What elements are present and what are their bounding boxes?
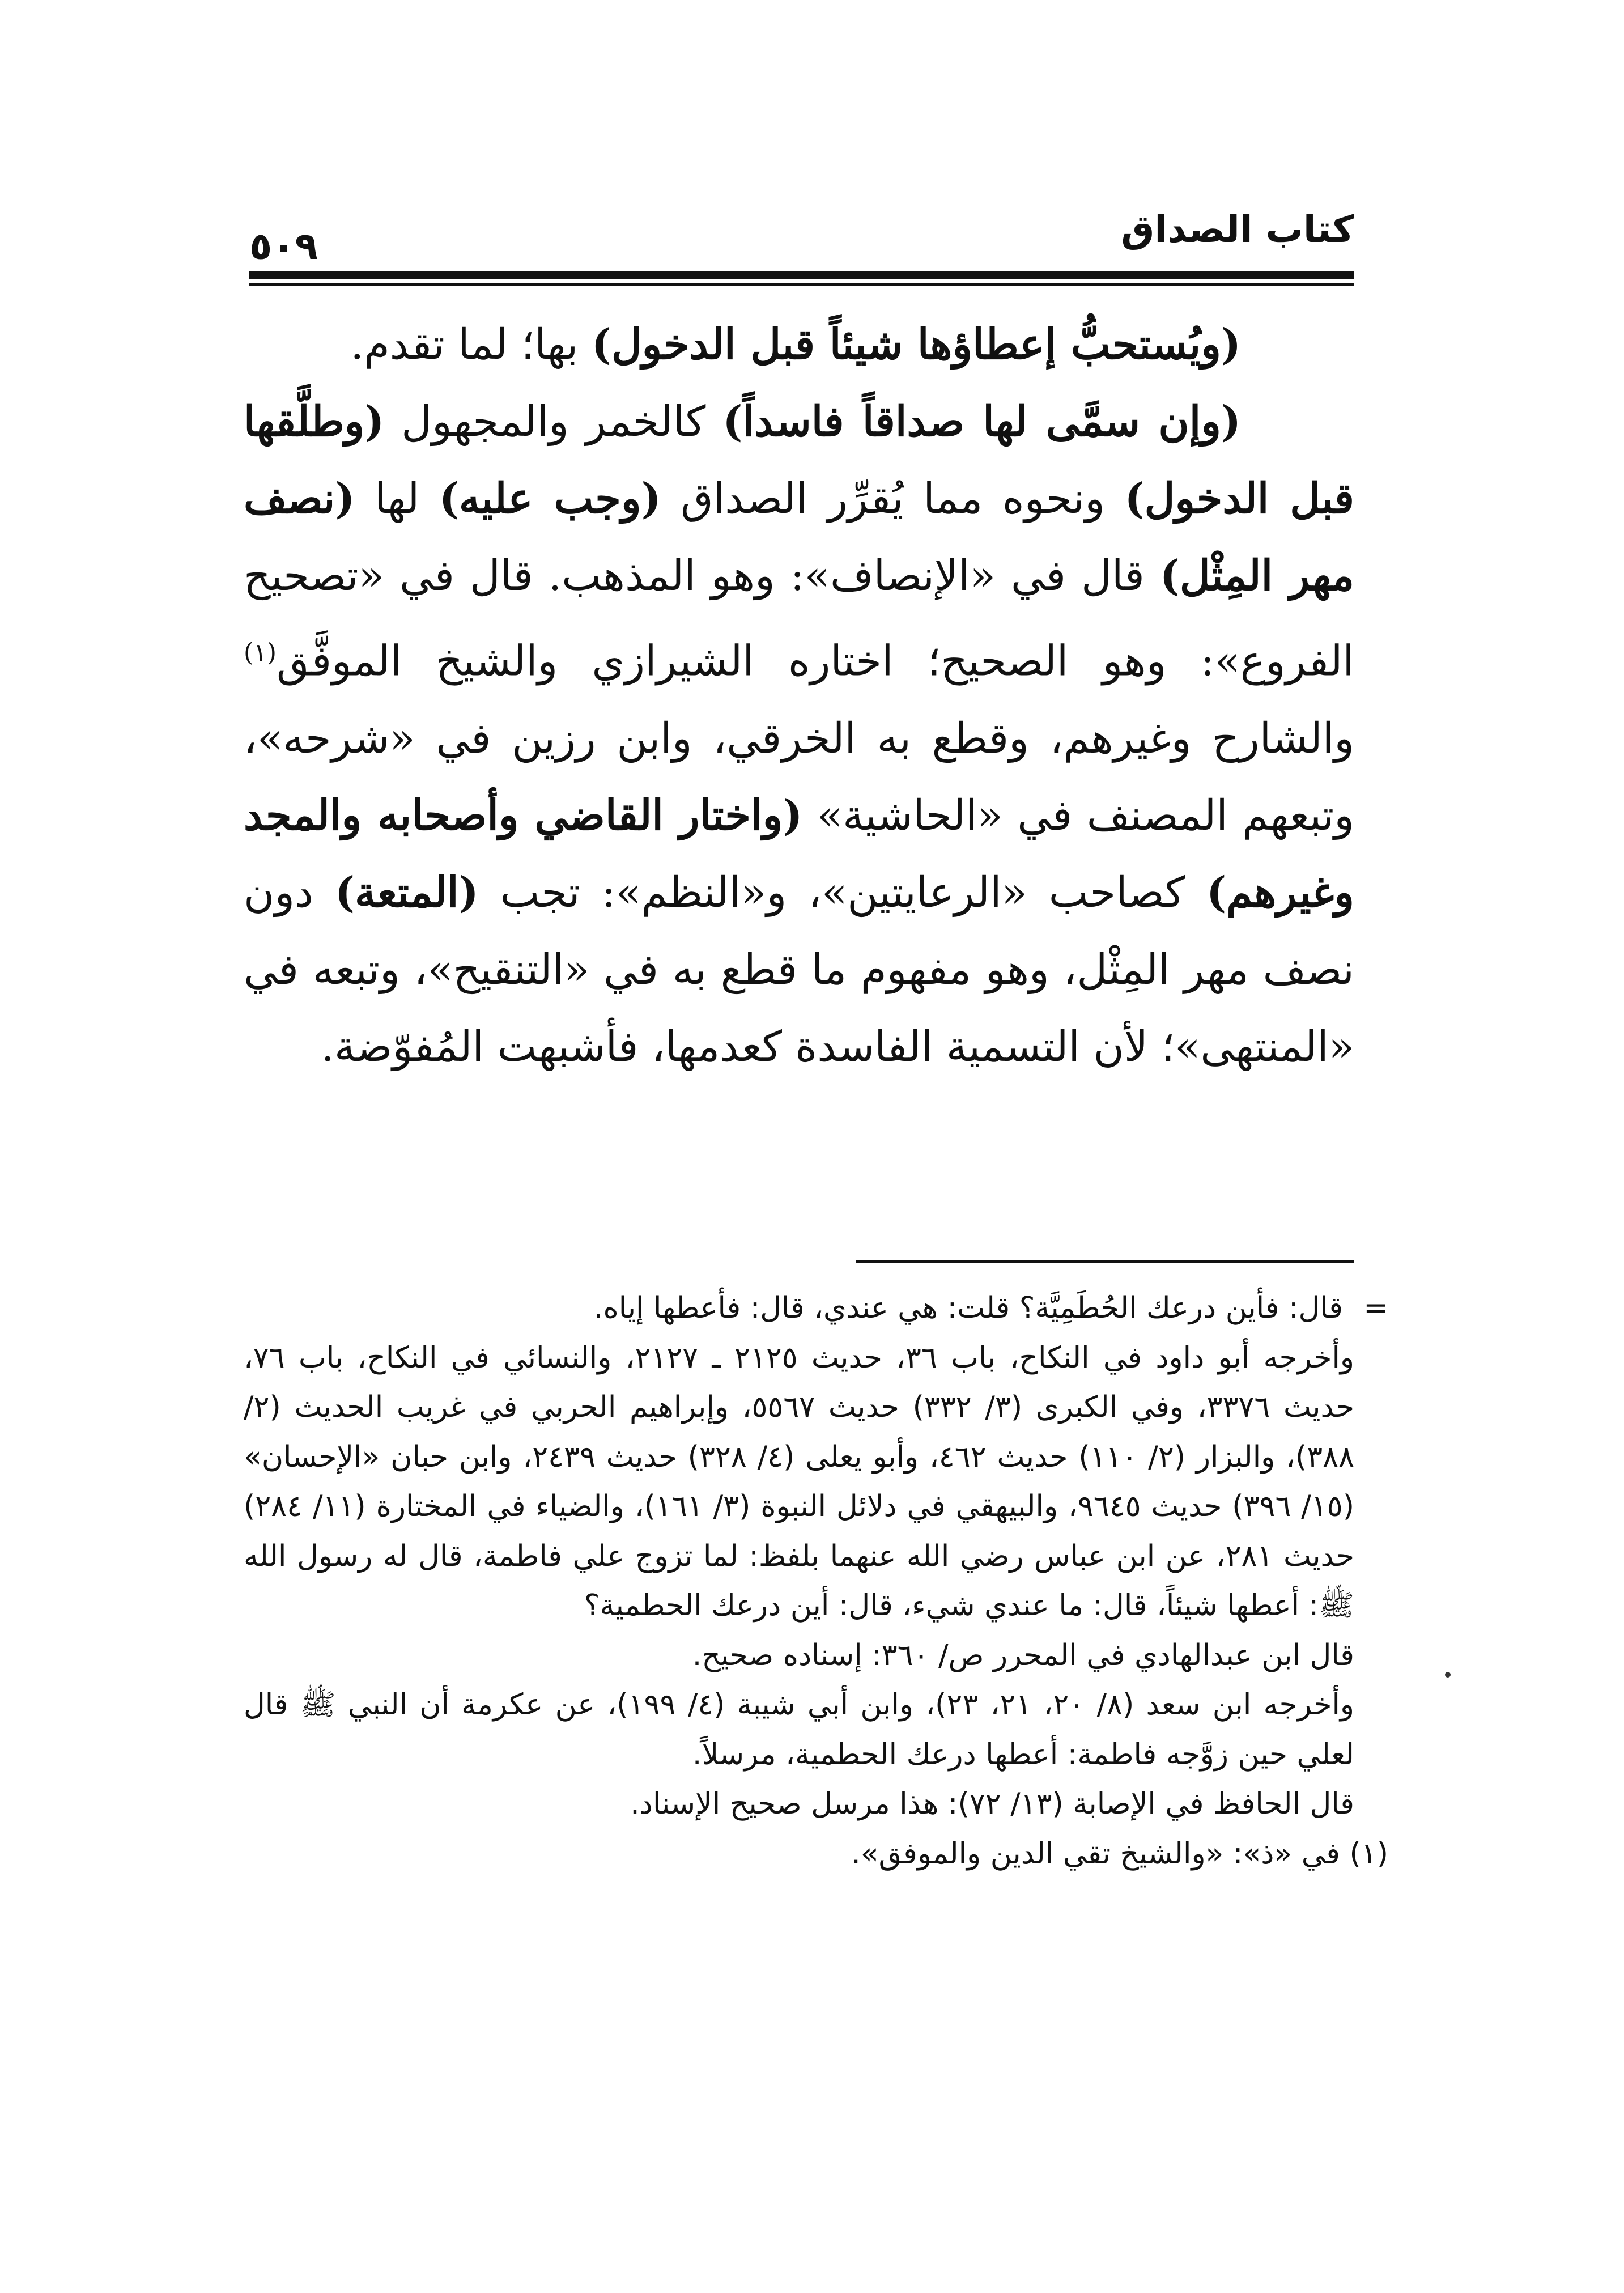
sharh-text: كصاحب «الرعايتين»، و«النظم»: تجب — [478, 868, 1207, 917]
sharh-text: ونحوه مما يُقرِّر الصداق — [661, 474, 1125, 523]
footnote-number: (١) — [1349, 1836, 1388, 1871]
main-text — [244, 306, 1354, 1085]
footnote-text: في «ذ»: «والشيخ تقي الدين والموفق». — [851, 1836, 1350, 1871]
footnote-line: قال ابن عبدالهادي في المحرر ص/ ٣٦٠: إسناده صحيح. — [692, 1638, 1354, 1672]
footnote-separator — [856, 1260, 1354, 1263]
sharh-text: قال في «الإنصاف»: وهو المذهب. قال في «تصحيح الفروع»: وهو الصحيح؛ اختاره الشيرازي والشيخ الموفَّق — [244, 551, 1354, 686]
footnote-1 — [244, 1829, 1388, 1879]
footnote-line: وأخرجه أبو داود في النكاح، باب ٣٦، حديث ٢١٢٥ ـ ٢١٢٧، والنسائي في النكاح، باب ٧٦، حديث ٣٣٧٦، وفي الكبرى (٣/ ٣٣٢) حديث ٥٥٦٧، وإبراهيم الحربي في غريب الحديث (٢/ ٣٨٨)، والبزار (٢/ ١١٠) حديث ٤٦٢، وأبو يعلى (٤/ ٣٢٨) حديث ٢٤٣٩، وابن حبان «الإحسان» (١٥/ ٣٩٦) حديث ٩٦٤٥، والبيهقي في دلائل النبوة (٣/ ١٦١)، والضياء في المختارة (١١/ ٢٨٤) حديث ٢٨١، عن ابن عباس رضي الله عنهما بلفظ: لما تزوج علي فاطمة، قال له رسول الله ﷺ: أعطها شيئاً، قال: ما عندي شيء، قال: أين درعك الحطمية؟ — [244, 1340, 1355, 1623]
footnote-line: وأخرجه ابن سعد (٨/ ٢٠، ٢١، ٢٣)، وابن أبي شيبة (٤/ ١٩٩)، عن عكرمة أن النبي ﷺ قال لعلي حين زوَّجه فاطمة: أعطها درعك الحطمية، مرسلاً. — [244, 1688, 1355, 1772]
matn-text: (وإن سمَّى لها صداقاً فاسداً) — [722, 397, 1241, 446]
page-header — [249, 204, 1354, 295]
running-title: كتاب الصداق — [1121, 207, 1354, 251]
paragraph-1 — [244, 306, 1354, 383]
matn-text: (وطلَّقها قبل الدخول) — [244, 397, 1354, 523]
sharh-text: دون نصف مهر المِثْل، وهو مفهوم ما قطع به في «التنقيح»، وتبعه في «المنتهى»؛ لأن التسمية الفاسدة كعدمها، فأشبهت المُفوّضة. — [244, 868, 1354, 1071]
margin-mark — [1445, 1672, 1451, 1678]
matn-text: (وجب عليه) — [439, 474, 661, 523]
footnotes — [244, 1284, 1388, 1879]
sharh-text: لها — [355, 474, 439, 523]
footnote-line: قال: فأين درعك الحُطَمِيَّة؟ قلت: هي عندي، قال: فأعطها إياه. — [593, 1291, 1343, 1325]
matn-text: (واختار القاضي وأصحابه والمجد وغيرهم) — [244, 791, 1354, 917]
sharh-text: والشارح وغيرهم، وقطع به الخرقي، وابن رزين في «شرحه»، وتبعهم المصنف في «الحاشية» — [244, 714, 1354, 840]
sharh-text: كالخمر والمجهول — [384, 397, 723, 446]
page-number: ٥٠٩ — [249, 224, 318, 268]
footnote-reference[interactable]: (١) — [244, 638, 277, 667]
footnote-line: قال الحافظ في الإصابة (١٣/ ٧٢): هذا مرسل صحيح الإسناد. — [630, 1787, 1354, 1821]
matn-text: (نصف مهر المِثْل) — [244, 474, 1354, 600]
header-rule-thin — [249, 283, 1354, 286]
matn-text: (المتعة) — [335, 868, 479, 917]
header-rule-thick — [249, 271, 1354, 279]
footnote-continuation-marker: = — [1363, 1291, 1388, 1325]
paragraph-2 — [244, 383, 1354, 1085]
matn-text: (ويُستحبُّ إعطاؤها شيئاً قبل الدخول) — [591, 320, 1241, 369]
sharh-text: بها؛ لما تقدم. — [350, 320, 592, 369]
